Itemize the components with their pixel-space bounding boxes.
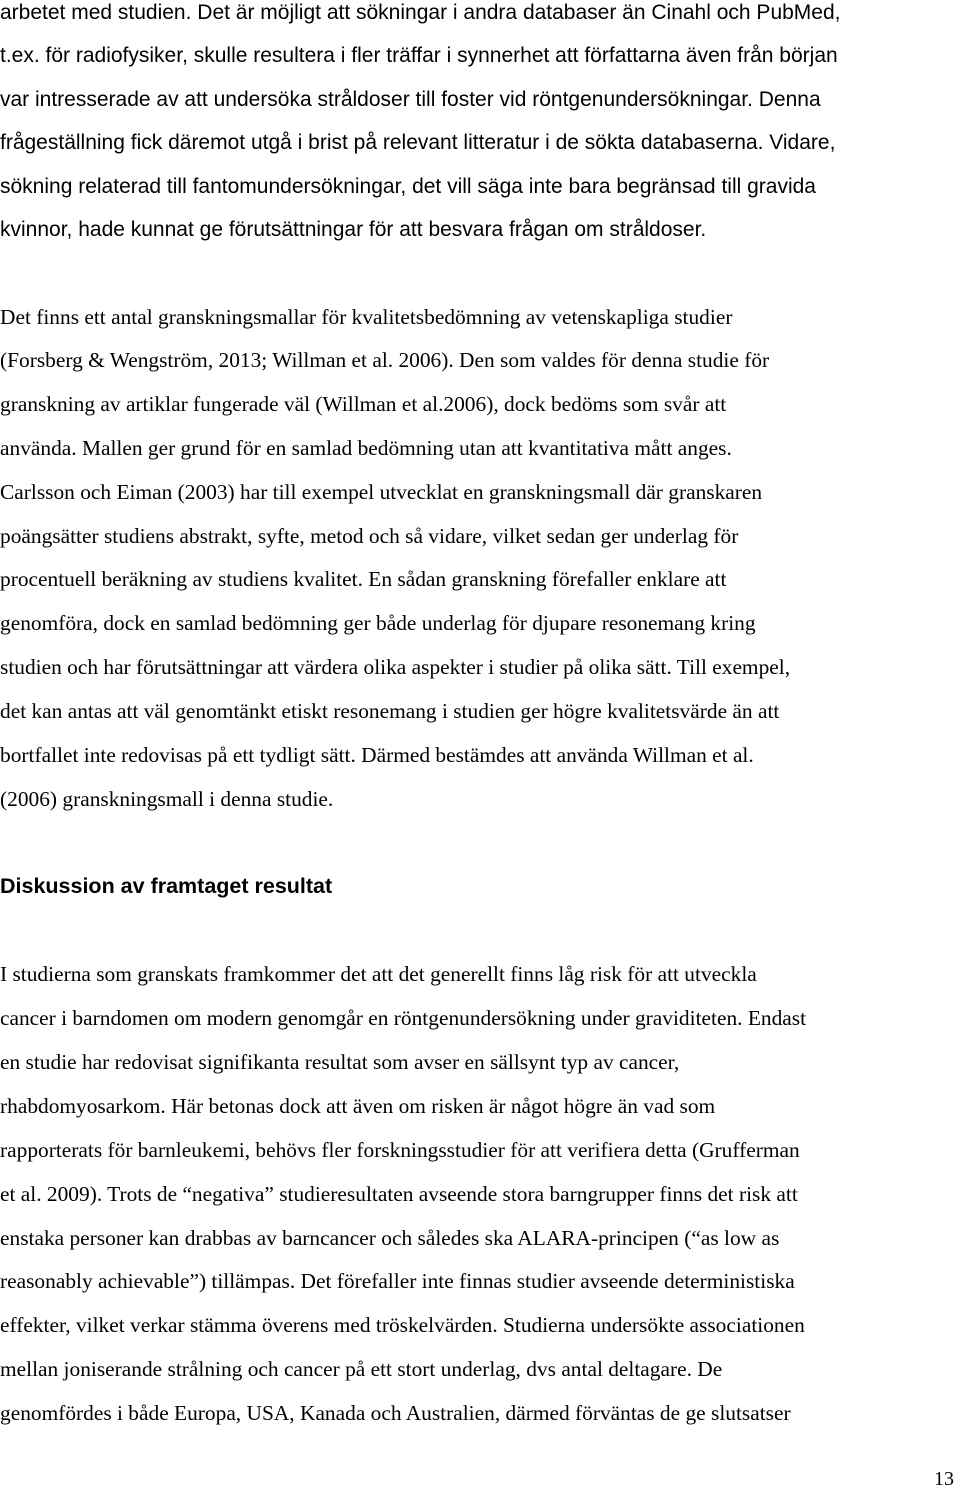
paragraph-3-line-1: I studierna som granskats framkommer det att det generellt finns låg risk för att utveckla [0, 962, 757, 986]
paragraph-2-line-3: granskning av artiklar fungerade väl (Willman et al.2006), dock bedöms som svår att [0, 392, 727, 416]
paragraph-3-line-2: cancer i barndomen om modern genomgår en röntgenundersökning under graviditeten. Endast [0, 1006, 807, 1030]
paragraph-2-line-1: Det finns ett antal granskningsmallar för kvalitetsbedömning av vetenskapliga studier [0, 305, 733, 329]
paragraph-3-line-11: genomfördes i både Europa, USA, Kanada och Australien, därmed förväntas de ge slutsatser [0, 1401, 791, 1425]
section-heading: Diskussion av framtaget resultat [0, 874, 333, 898]
page-number: 13 [934, 1468, 954, 1490]
paragraph-3-line-7: enstaka personer kan drabbas av barncancer och således ska ALARA-principen (“as low as [0, 1226, 780, 1250]
paragraph-2-line-10: det kan antas att väl genomtänkt etiskt resonemang i studien ger högre kvalitetsvärde än att [0, 699, 780, 723]
paragraph-2-line-6: poängsätter studiens abstrakt, syfte, metod och så vidare, vilket sedan ger underlag för [0, 524, 739, 548]
paragraph-2-line-8: genomföra, dock en samlad bedömning ger både underlag för djupare resonemang kring [0, 611, 756, 635]
paragraph-1-line-1: arbetet med studien. Det är möjligt att sökningar i andra databaser än Cinahl och PubMed, [0, 1, 841, 24]
paragraph-1-line-3: var intresserade av att undersöka stråldoser till foster vid röntgenundersökningar. Denna [0, 88, 821, 111]
paragraph-3-line-3: en studie har redovisat signifikanta resultat som avser en sällsynt typ av cancer, [0, 1050, 680, 1074]
paragraph-1-line-5: sökning relaterad till fantomundersökningar, det vill säga inte bara begränsad till gravida [0, 175, 816, 198]
paragraph-2-line-12: (2006) granskningsmall i denna studie. [0, 787, 334, 811]
paragraph-1-line-2: t.ex. för radiofysiker, skulle resultera i fler träffar i synnerhet att författarna även från början [0, 44, 838, 67]
paragraph-1-line-4: frågeställning fick däremot utgå i brist på relevant litteratur i de sökta databaserna. Vidare, [0, 131, 836, 154]
paragraph-2-line-2: (Forsberg & Wengström, 2013; Willman et al. 2006). Den som valdes för denna studie för [0, 348, 770, 372]
paragraph-2-line-11: bortfallet inte redovisas på ett tydligt sätt. Därmed bestämdes att använda Willman et al. [0, 743, 754, 767]
paragraph-2-line-7: procentuell beräkning av studiens kvalitet. En sådan granskning förefaller enklare att [0, 567, 727, 591]
paragraph-3-line-10: mellan joniserande strålning och cancer på ett stort underlag, dvs antal deltagare. De [0, 1357, 723, 1381]
paragraph-2-line-9: studien och har förutsättningar att värdera olika aspekter i studier på olika sätt. Till exempel, [0, 655, 791, 679]
paragraph-3-line-6: et al. 2009). Trots de “negativa” studieresultaten avseende stora barngrupper finns det risk att [0, 1182, 798, 1206]
paragraph-3-line-5: rapporterats för barnleukemi, behövs fler forskningsstudier för att verifiera detta (Grufferman [0, 1138, 800, 1162]
paragraph-3-line-9: effekter, vilket verkar stämma överens med tröskelvärden. Studierna undersökte associationen [0, 1313, 805, 1337]
paragraph-3-line-8: reasonably achievable”) tillämpas. Det förefaller inte finnas studier avseende deterministiska [0, 1269, 795, 1293]
paragraph-2-line-5: Carlsson och Eiman (2003) har till exempel utvecklat en granskningsmall där granskaren [0, 480, 763, 504]
paragraph-3-line-4: rhabdomyosarkom. Här betonas dock att även om risken är något högre än vad som [0, 1094, 716, 1118]
paragraph-1-line-6: kvinnor, hade kunnat ge förutsättningar för att besvara frågan om stråldoser. [0, 218, 707, 241]
paragraph-2-line-4: använda. Mallen ger grund för en samlad bedömning utan att kvantitativa mått anges. [0, 436, 732, 460]
